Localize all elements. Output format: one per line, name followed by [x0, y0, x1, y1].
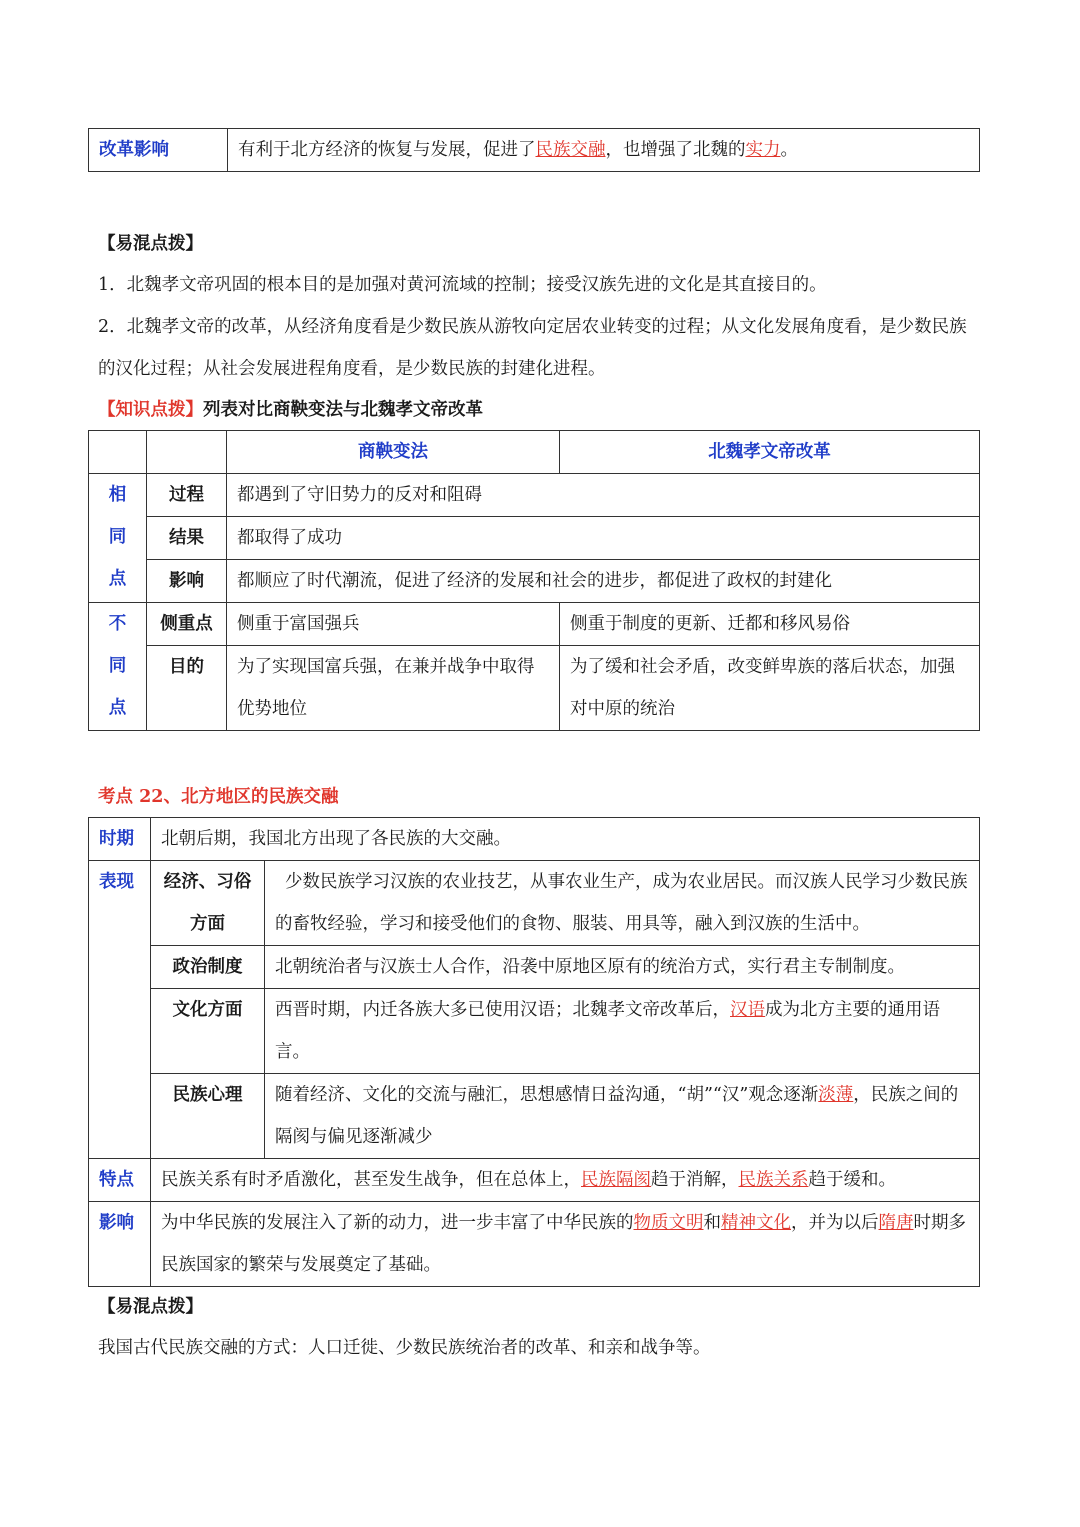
reform-impact-text: 有利于北方经济的恢复与发展，促进了民族交融，也增强了北魏的实力。	[228, 129, 980, 172]
topic-22-title: 考点 22、北方地区的民族交融	[98, 787, 339, 807]
tip-item-1: 1．北魏孝文帝巩固的根本目的是加强对黄河流域的控制；接受汉族先进的文化是其直接目的。	[98, 275, 827, 295]
row-focus-xiaowen: 侧重于制度的更新、迁都和移风易俗	[560, 603, 980, 646]
performance-label: 表现	[89, 861, 151, 1159]
row-value-result: 都取得了成功	[227, 517, 980, 560]
col-header-xiaowen: 北魏孝文帝改革	[560, 431, 980, 474]
comparison-table	[88, 430, 980, 731]
row-purpose-xiaowen: 为了缓和社会矛盾，改变鲜卑族的落后状态，加强对中原的统治	[560, 646, 980, 731]
tip2-text: 我国古代民族交融的方式：人口迁徙、少数民族统治者的改革、和亲和战争等。	[98, 1338, 711, 1358]
same-label: 相 同 点	[89, 474, 147, 603]
impact-text: 为中华民族的发展注入了新的动力，进一步丰富了中华民族的物质文明和精神文化，并为以后隋唐时期多民族国家的繁荣与发展奠定了基础。	[151, 1202, 980, 1287]
diff-label: 不 同 点	[89, 603, 147, 731]
topic-22-table	[88, 817, 980, 1287]
page-content	[88, 128, 980, 1369]
row-key-purpose: 目的	[147, 646, 227, 731]
reform-impact-label: 改革影响	[89, 129, 228, 172]
row-key-focus: 侧重点	[147, 603, 227, 646]
row-value-impact: 都顺应了时代潮流，促进了经济的发展和社会的进步，都促进了政权的封建化	[227, 560, 980, 603]
perf-value-politics: 北朝统治者与汉族士人合作，沿袭中原地区原有的统治方式，实行君主专制制度。	[265, 946, 980, 989]
row-key-result: 结果	[147, 517, 227, 560]
perf-value-economy: 少数民族学习汉族的农业技艺，从事农业生产，成为农业居民。而汉族人民学习少数民族的畜牧经验，学习和接受他们的食物、服装、用具等，融入到汉族的生活中。	[265, 861, 980, 946]
perf-key-mind: 民族心理	[151, 1074, 265, 1159]
reform-impact-table	[88, 128, 980, 172]
perf-key-economy: 经济、习俗方面	[151, 861, 265, 946]
row-value-process: 都遇到了守旧势力的反对和阻碍	[227, 474, 980, 517]
tip-item-2: 2．北魏孝文帝的改革，从经济角度看是少数民族从游牧向定居农业转变的过程；从文化发展角度看，是少数民族的汉化过程；从社会发展进程角度看，是少数民族的封建化进程。	[98, 317, 967, 379]
period-text: 北朝后期，我国北方出现了各民族的大交融。	[151, 818, 980, 861]
knowledge-title: 【知识点拨】列表对比商鞅变法与北魏孝文帝改革	[98, 400, 483, 420]
tip2-title: 【易混点拨】	[98, 1297, 203, 1317]
feature-label: 特点	[89, 1159, 151, 1202]
col-header-shang-yang: 商鞅变法	[227, 431, 560, 474]
row-purpose-shang: 为了实现国富兵强，在兼并战争中取得优势地位	[227, 646, 560, 731]
perf-value-culture: 西晋时期，内迁各族大多已使用汉语；北魏孝文帝改革后，汉语成为北方主要的通用语言。	[265, 989, 980, 1074]
perf-key-politics: 政治制度	[151, 946, 265, 989]
row-key-process: 过程	[147, 474, 227, 517]
period-label: 时期	[89, 818, 151, 861]
row-key-impact: 影响	[147, 560, 227, 603]
perf-key-culture: 文化方面	[151, 989, 265, 1074]
row-focus-shang: 侧重于富国强兵	[227, 603, 560, 646]
impact-label: 影响	[89, 1202, 151, 1287]
perf-value-mind: 随着经济、文化的交流与融汇，思想感情日益沟通，“胡”“汉”观念逐渐淡薄，民族之间的隔阂与偏见逐渐减少	[265, 1074, 980, 1159]
tip-title: 【易混点拨】	[98, 234, 203, 254]
feature-text: 民族关系有时矛盾激化，甚至发生战争，但在总体上，民族隔阂趋于消解，民族关系趋于缓和。	[151, 1159, 980, 1202]
